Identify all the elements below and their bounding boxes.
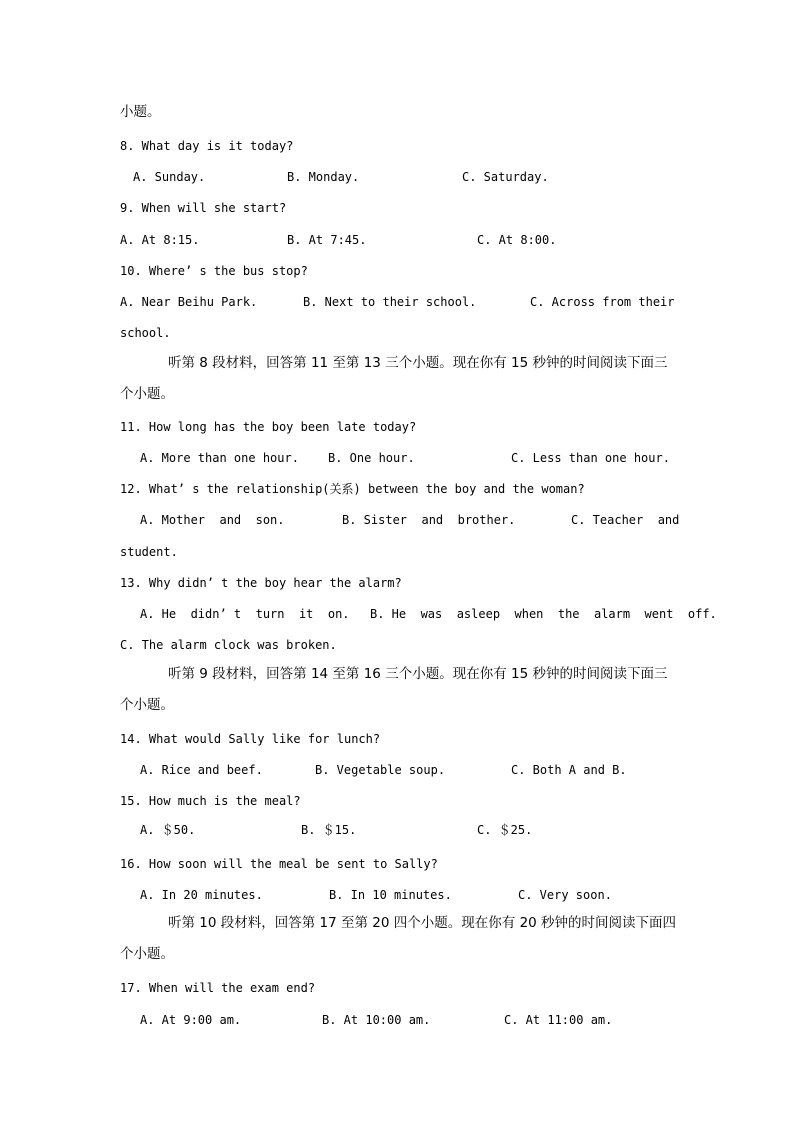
q17-option-a: A. At 9:00 am. <box>140 1013 242 1027</box>
q9-option-a: A. At 8:15. <box>120 233 200 247</box>
q9-option-b: B. At 7:45. <box>287 233 367 247</box>
question-16: 16. How soon will the meal be sent to Sally? <box>120 857 438 871</box>
section-9-instruction-wrap: 个小题。 <box>120 697 174 713</box>
q16-option-a: A. In 20 minutes. <box>140 888 263 902</box>
q9-option-c: C. At 8:00. <box>477 233 557 247</box>
q10-option-c-wrap: school. <box>120 326 171 340</box>
q16-option-c: C. Very soon. <box>518 888 612 902</box>
section-8-instruction-wrap: 个小题。 <box>120 386 174 402</box>
question-17: 17. When will the exam end? <box>120 981 316 995</box>
question-14: 14. What would Sally like for lunch? <box>120 732 381 746</box>
q11-option-c: C. Less than one hour. <box>511 451 670 465</box>
q13-option-b: B. He was asleep when the alarm went off. <box>370 607 717 621</box>
question-15: 15. How much is the meal? <box>120 794 301 808</box>
q15-option-b: B. ＄15. <box>301 823 357 837</box>
section-9-instruction: 听第 9 段材料，回答第 14 至第 16 三个小题。现在你有 15 秒钟的时间阅读下面三 <box>168 666 668 682</box>
section-10-instruction: 听第 10 段材料，回答第 17 至第 20 四个小题。现在你有 20 秒钟的时间阅读下面四 <box>168 915 677 931</box>
question-8: 8. What day is it today? <box>120 139 294 153</box>
q8-option-b: B. Monday. <box>287 170 360 184</box>
q13-option-c: C. The alarm clock was broken. <box>120 638 337 652</box>
q11-option-a: A. More than one hour. <box>140 451 299 465</box>
q14-option-b: B. Vegetable soup. <box>315 763 446 777</box>
q16-option-b: B. In 10 minutes. <box>329 888 452 902</box>
q8-option-a: A. Sunday. <box>133 170 206 184</box>
section-10-instruction-wrap: 个小题。 <box>120 946 174 962</box>
q8-option-c: C. Saturday. <box>462 170 549 184</box>
q15-option-a: A. ＄50. <box>140 823 196 837</box>
q10-option-a: A. Near Beihu Park. <box>120 295 258 309</box>
q10-option-c: C. Across from their <box>530 295 675 309</box>
q17-option-c: C. At 11:00 am. <box>504 1013 613 1027</box>
continuation-line: 小题。 <box>120 104 161 120</box>
q13-option-a: A. He didn’ t turn it on. <box>140 607 350 621</box>
section-8-instruction: 听第 8 段材料，回答第 11 至第 13 三个小题。现在你有 15 秒钟的时间阅读下面三 <box>168 355 668 371</box>
q17-option-b: B. At 10:00 am. <box>322 1013 431 1027</box>
question-10: 10. Where’ s the bus stop? <box>120 264 308 278</box>
q11-option-b: B. One hour. <box>328 451 415 465</box>
question-9: 9. When will she start? <box>120 201 287 215</box>
q15-option-c: C. ＄25. <box>477 823 533 837</box>
q14-option-a: A. Rice and beef. <box>140 763 263 777</box>
q12-option-a: A. Mother and son. <box>140 513 285 527</box>
question-13: 13. Why didn’ t the boy hear the alarm? <box>120 576 402 590</box>
q12-option-c-wrap: student. <box>120 545 178 559</box>
q10-option-b: B. Next to their school. <box>303 295 477 309</box>
q12-option-b: B. Sister and brother. <box>342 513 516 527</box>
q12-option-c: C. Teacher and <box>571 513 680 527</box>
q14-option-c: C. Both A and B. <box>511 763 627 777</box>
question-11: 11. How long has the boy been late today? <box>120 420 417 434</box>
question-12: 12. What’ s the relationship(关系) between the boy and the woman? <box>120 482 585 496</box>
